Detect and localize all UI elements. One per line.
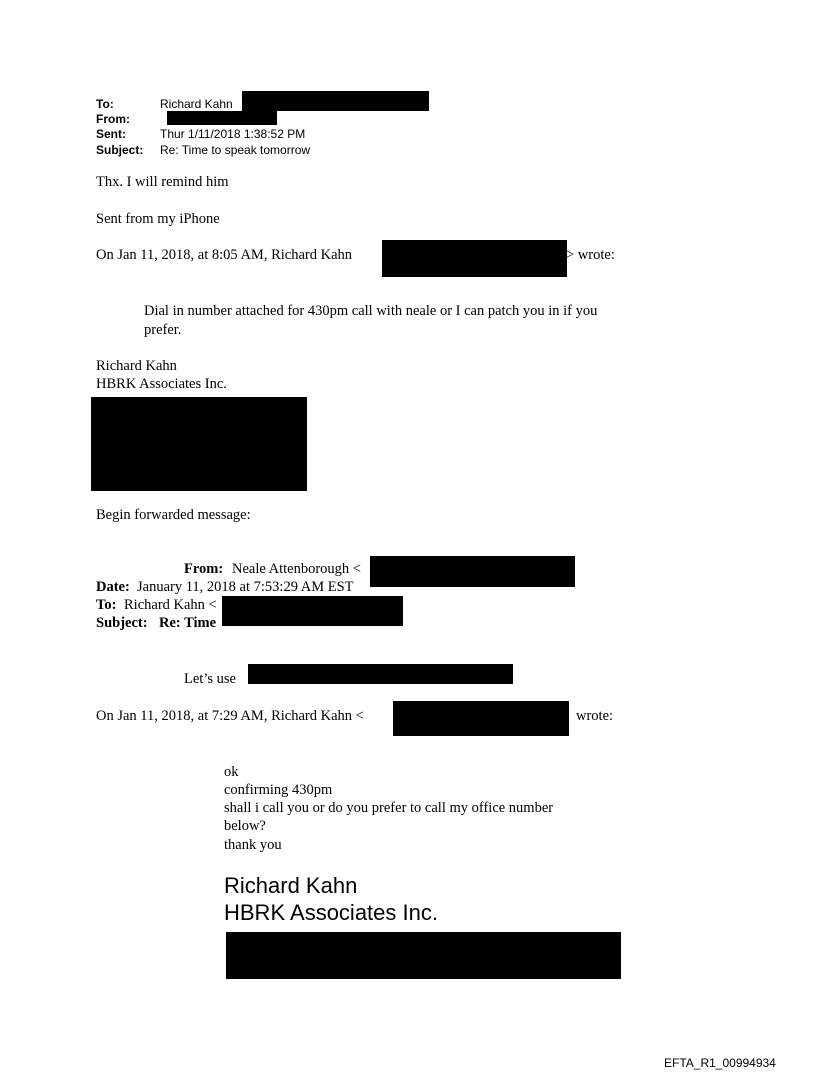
forward-to-value: Richard Kahn < [124,597,217,613]
redaction-block [167,111,277,125]
forward-subject-value: Re: Time [159,615,217,631]
quoted2-line: below? [224,818,266,834]
signature2-name: Richard Kahn [224,873,358,898]
reply-line-2: Sent from my iPhone [96,211,220,227]
forward-body: Let’s use [184,671,236,687]
quote-attribution-2: On Jan 11, 2018, at 7:29 AM, Richard Kahn < [96,708,364,724]
redaction-block [91,397,307,491]
redaction-block [393,701,569,736]
subject-value: Re: Time to speak tomorrow [160,143,311,157]
sent-label: Sent: [96,127,126,141]
document-id: EFTA_R1_00994934 [664,1056,776,1070]
quoted1-line-2: prefer. [144,322,182,338]
forward-from-label: From: [184,561,224,577]
redaction-block [248,664,513,684]
redaction-block [226,932,621,979]
forward-to-label: To: [96,597,117,613]
forward-begin: Begin forwarded message: [96,507,251,523]
reply-line-1: Thx. I will remind him [96,174,229,190]
forward-date-value: January 11, 2018 at 7:53:29 AM EST [137,579,354,595]
quoted2-line: shall i call you or do you prefer to call my office number [224,800,554,816]
subject-label: Subject: [96,143,144,157]
from-label: From: [96,112,130,126]
redaction-block [370,556,575,587]
signature1-name: Richard Kahn [96,358,177,374]
redaction-block [222,596,403,626]
to-label: To: [96,97,114,111]
quoted2-line: ok [224,764,239,780]
quote-attribution-1-suffix: > wrote: [566,247,615,263]
quoted1-line-1: Dial in number attached for 430pm call with neale or I can patch you in if you [144,303,598,319]
redaction-block [382,240,567,277]
forward-subject-label: Subject: [96,615,148,631]
forward-date-label: Date: [96,579,130,595]
signature1-company: HBRK Associates Inc. [96,376,227,392]
quote-attribution-2-suffix: wrote: [576,708,614,724]
quoted2-line: thank you [224,837,282,853]
forward-from-value: Neale Attenborough < [232,561,361,577]
sent-value: Thur 1/11/2018 1:38:52 PM [160,127,306,141]
quoted2-line: confirming 430pm [224,782,333,798]
redaction-block [242,91,429,111]
signature2-company: HBRK Associates Inc. [224,900,438,925]
to-value: Richard Kahn [160,97,233,111]
quote-attribution-1: On Jan 11, 2018, at 8:05 AM, Richard Kahn [96,247,353,263]
